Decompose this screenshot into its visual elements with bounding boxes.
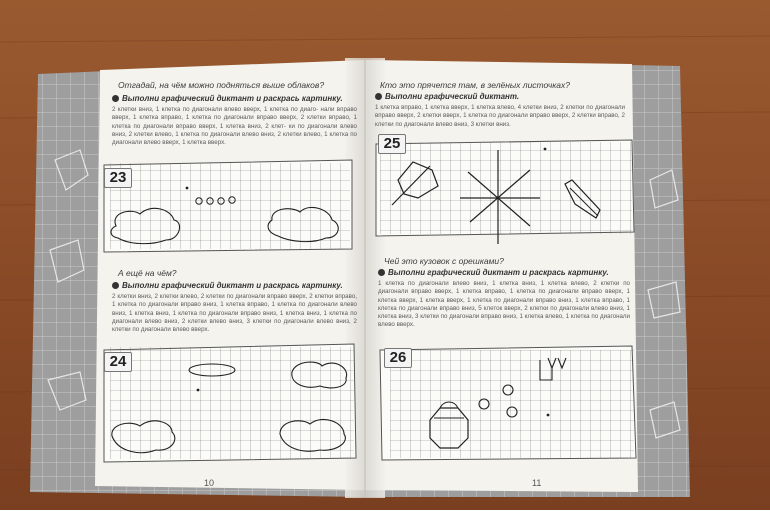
left-instruction-1-text: Выполни графический диктант и раскрась картинку. bbox=[122, 94, 343, 103]
bullet-icon bbox=[112, 95, 119, 102]
exercise-23-badge: 23 bbox=[104, 168, 132, 188]
left-dictation-2: 2 клетки вниз, 2 клетки влево, 2 клетки по диагонали вправо вверх, 2 клетки вправо, 1 клетка по диагонали вправо вниз, 1 клетка вправо, 1 клетка по диагонали влево вниз, 1 клетка вниз, 1 клетка по диагонали вправо вниз, 1 клетка вниз, 1 клетка по диагонали влево вниз, 2 клетки влево вниз, 3 клетки по диагонали влево вниз, 2 клетки по диагонали влево вверх. bbox=[112, 293, 357, 334]
exercise-26-grid bbox=[380, 346, 636, 460]
bullet-icon bbox=[375, 93, 382, 100]
bullet-icon bbox=[378, 269, 385, 276]
left-instruction-2-text: Выполни графический диктант и раскрась картинку. bbox=[122, 281, 343, 290]
right-question-2: Чей это кузовок с орешками? bbox=[384, 256, 504, 266]
exercise-26-badge: 26 bbox=[384, 348, 412, 368]
left-page-number: 10 bbox=[204, 478, 215, 488]
right-instruction-2 bbox=[378, 268, 628, 277]
right-instruction-1 bbox=[375, 92, 625, 101]
right-instruction-2-text: Выполни графический диктант и раскрась картинку. bbox=[388, 268, 609, 277]
exercise-23-grid bbox=[104, 160, 352, 252]
right-dictation-2: 1 клетка по диагонали влево вниз, 1 клетка вниз, 1 клетка влево, 2 клетки по диагонали вправо вверх, 1 клетка вправо, 1 клетка по диагонали вправо вверх, 1 клетка вверх, 1 клетка вверх, 1 клетка по диагонали вправо вниз, 1 клетка вправо, 1 клетка по диагонали вправо вниз, 5 клеток вверх, 2 клетки по диагонали влево вниз, 1 клетка вниз, 3 клетки по диагонали вправо вниз, 1 клетка влево, 1 клетка по диагонали влево вверх. bbox=[378, 280, 630, 329]
exercise-24-grid bbox=[104, 344, 356, 462]
bullet-icon bbox=[112, 282, 119, 289]
right-question-1: Кто это прячется там, в зелёных листочках? bbox=[380, 80, 571, 90]
right-dictation-1: 1 клетка вправо, 1 клетка вверх, 1 клетка влево, 4 клетки вниз, 2 клетки по диагонали вправо вверх, 2 клетки вверх, 1 клетка по диагонали вправо вверх, 2 клетки вправо, 2 клетки по диагонали влево вниз, 3 клетки вниз. bbox=[375, 104, 625, 128]
left-question-2: А ещё на чём? bbox=[118, 268, 177, 278]
exercise-24-badge: 24 bbox=[104, 352, 132, 372]
right-instruction-1-text: Выполни графический диктант. bbox=[385, 92, 520, 101]
exercise-25-grid bbox=[376, 140, 634, 244]
left-instruction-1 bbox=[112, 94, 357, 103]
left-instruction-2 bbox=[112, 281, 357, 290]
right-page-number: 11 bbox=[532, 478, 542, 488]
left-dictation-1: 2 клетки вниз, 1 клетка по диагонали влево вверх, 1 клетка по диаго- нали вправо вверх, 1 клетка вправо, 1 клетка по диагонали вправо вверх, 2 клетки вправо, 1 клетка по диагонали вправо вверх, 1 клетка вниз, 2 клет- ки по диагонали влево вниз, 2 клетки влево, 1 клетка по диагонали влево вниз, 2 клетки влево, 1 клетка по диагонали влево вверх, 1 клетка вверх. bbox=[112, 106, 357, 147]
left-question-1: Отгадай, на чём можно подняться выше облаков? bbox=[118, 80, 325, 90]
exercise-25-badge: 25 bbox=[378, 134, 406, 154]
